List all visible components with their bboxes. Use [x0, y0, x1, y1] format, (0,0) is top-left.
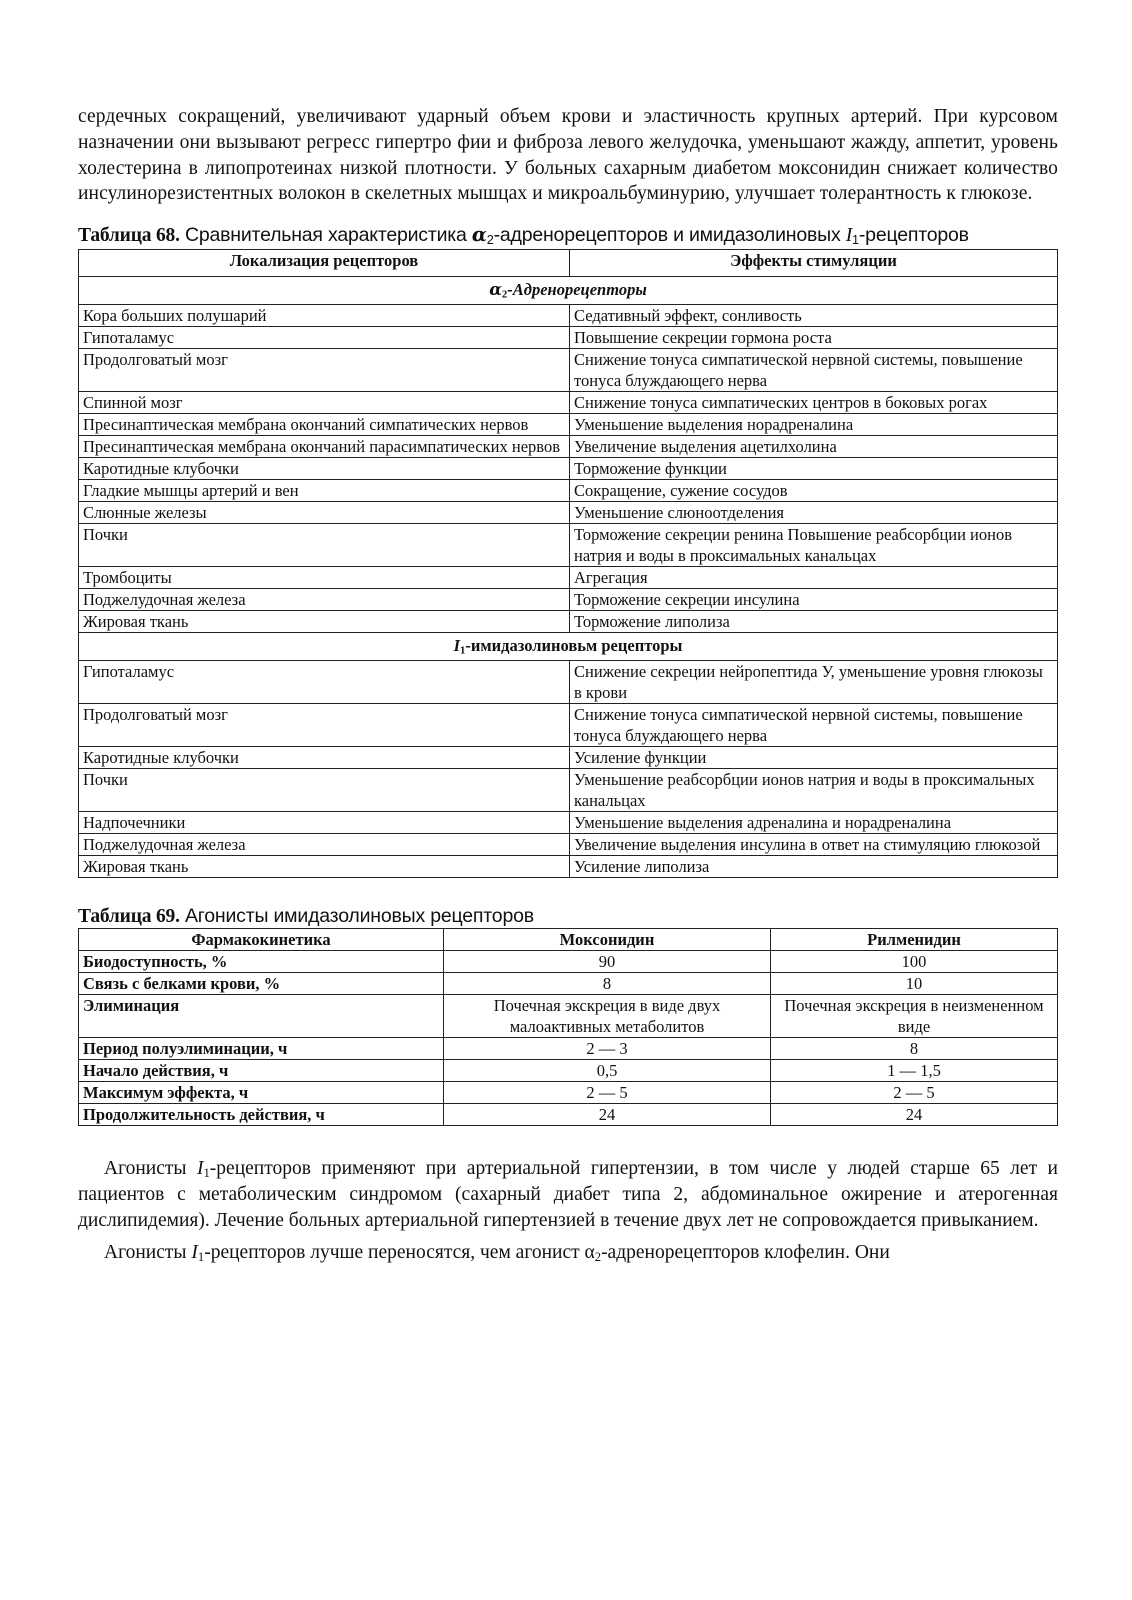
- cell-rilmenidine: 24: [771, 1104, 1058, 1126]
- paragraph-3-post: -адренорецепторов клофелин. Они: [601, 1241, 890, 1263]
- cell-localization: Гипоталамус: [79, 661, 570, 704]
- table69-caption-text: Агонисты имидазолиновых рецепторов: [184, 905, 534, 928]
- paragraph-2-pre: Агонисты: [104, 1158, 197, 1180]
- cell-parameter: Связь с белками крови, %: [79, 973, 444, 995]
- alpha-subscript: 2: [594, 1249, 602, 1264]
- table-row: [79, 327, 1058, 349]
- cell-rilmenidine: 1 — 1,5: [771, 1060, 1058, 1082]
- cell-effect: Сокращение, сужение сосудов: [570, 480, 1058, 502]
- cell-localization: Поджелудочная железа: [79, 834, 570, 856]
- table68-header-effects: Эффекты стимуляции: [570, 250, 1058, 277]
- table-row: [79, 1038, 1058, 1060]
- table-row: [79, 633, 1058, 661]
- table-row: [79, 769, 1058, 812]
- table-row: [79, 349, 1058, 392]
- intro-paragraph: сердечных сокращений, увеличивают ударный объем крови и эластичность крупных артерий. При курсовом назначении они вызывают регресс гипертро фии и фиброза левого желудочка, уменьшают жажду, аппетит, уровень холестерина в липопротеинах низкой плотности. У больных сахарным диабетом моксонидин снижает количество инсулинорезистентных волокон в скелетных мышцах и микроальбуминурию, улучшает толерантность к глюкозе.: [78, 106, 1058, 205]
- cell-parameter: Максимум эффекта, ч: [79, 1082, 444, 1104]
- table-row: [79, 704, 1058, 747]
- cell-rilmenidine: Почечная экскреция в неизмененном виде: [771, 995, 1058, 1038]
- table69-header-rilmenidine: Рилменидин: [771, 929, 1058, 951]
- table68-caption-pre: Сравнительная характеристика: [184, 224, 472, 247]
- paragraph-2: [78, 1156, 1058, 1233]
- table69-caption: [78, 905, 1058, 928]
- cell-parameter: Элиминация: [79, 995, 444, 1038]
- table-row: [79, 1082, 1058, 1104]
- i-subscript: 1: [203, 1166, 210, 1181]
- cell-localization: Каротидные клубочки: [79, 747, 570, 769]
- cell-parameter: Биодоступность, %: [79, 951, 444, 973]
- table-row: [79, 524, 1058, 567]
- cell-effect: Увеличение выделения инсулина в ответ на стимуляцию глюкозой: [570, 834, 1058, 856]
- cell-parameter: Период полуэлиминации, ч: [79, 1038, 444, 1060]
- cell-localization: Жировая ткань: [79, 611, 570, 633]
- table-row: [79, 458, 1058, 480]
- table69-caption-label: Таблица 69.: [78, 906, 180, 928]
- document-page: [78, 104, 1058, 1265]
- alpha-symbol: α: [489, 280, 502, 300]
- cell-effect: Усиление липолиза: [570, 856, 1058, 878]
- cell-moxonidine: 2 — 3: [444, 1038, 771, 1060]
- cell-effect: Торможение липолиза: [570, 611, 1058, 633]
- alpha-symbol: α: [471, 223, 487, 247]
- table68-caption: [78, 224, 1058, 247]
- cell-localization: Слюнные железы: [79, 502, 570, 524]
- paragraph-3: [78, 1240, 1058, 1266]
- table69-header-moxonidine: Моксонидин: [444, 929, 771, 951]
- cell-localization: Продолговатый мозг: [79, 704, 570, 747]
- cell-effect: Торможение функции: [570, 458, 1058, 480]
- cell-effect: Торможение секреции инсулина: [570, 589, 1058, 611]
- cell-effect: Усиление функции: [570, 747, 1058, 769]
- table68-header-localization: Локализация рецепторов: [79, 250, 570, 277]
- table-row: [79, 305, 1058, 327]
- table68-caption-post: -рецепторов: [858, 224, 969, 247]
- cell-effect: Снижение секреции нейропептида У, уменьшение уровня глюкозы в крови: [570, 661, 1058, 704]
- cell-effect: Повышение секреции гормона роста: [570, 327, 1058, 349]
- alpha-subscript: 2: [501, 288, 508, 301]
- cell-localization: Продолговатый мозг: [79, 349, 570, 392]
- table68-caption-label: Таблица 68.: [78, 225, 180, 247]
- table-row: [79, 973, 1058, 995]
- cell-effect: Уменьшение реабсорбции ионов натрия и воды в проксимальных канальцах: [570, 769, 1058, 812]
- cell-localization: Кора больших полушарий: [79, 305, 570, 327]
- i-subscript: 1: [197, 1249, 205, 1264]
- cell-effect: Снижение тонуса симпатической нервной системы, повышение тонуса блуждающего нерва: [570, 349, 1058, 392]
- cell-rilmenidine: 100: [771, 951, 1058, 973]
- cell-localization: Поджелудочная железа: [79, 589, 570, 611]
- cell-localization: Почки: [79, 524, 570, 567]
- table69-header-pk: Фармакокинетика: [79, 929, 444, 951]
- paragraph-2-text: -рецепторов применяют при артериальной гипертензии, в том числе у людей старше 65 лет и пациентов с метаболическим синдромом (сахарный диабет типа 2, абдоминальное ожирение и атерогенная дислипидемия). Лечение больных артериальной гипертензией в течение двух лет не сопровождается привыканием.: [78, 1158, 1058, 1231]
- table-row: [79, 611, 1058, 633]
- cell-effect: Снижение тонуса симпатических центров в боковых рогах: [570, 392, 1058, 414]
- cell-localization: Жировая ткань: [79, 856, 570, 878]
- i-subscript: 1: [852, 233, 859, 248]
- table-row: [79, 392, 1058, 414]
- cell-effect: Седативный эффект, сонливость: [570, 305, 1058, 327]
- table-row: [79, 436, 1058, 458]
- table-row: [79, 567, 1058, 589]
- cell-parameter: Начало действия, ч: [79, 1060, 444, 1082]
- table-row: [79, 502, 1058, 524]
- cell-moxonidine: 0,5: [444, 1060, 771, 1082]
- table-68: [78, 249, 1058, 878]
- i-symbol: I: [196, 1158, 204, 1180]
- cell-localization: Надпочечники: [79, 812, 570, 834]
- table-row: [79, 661, 1058, 704]
- cell-localization: Гипоталамус: [79, 327, 570, 349]
- i-symbol: I: [845, 225, 853, 247]
- cell-effect: Агрегация: [570, 567, 1058, 589]
- table-row: [79, 856, 1058, 878]
- cell-moxonidine: 24: [444, 1104, 771, 1126]
- cell-rilmenidine: 2 — 5: [771, 1082, 1058, 1104]
- cell-localization: Тромбоциты: [79, 567, 570, 589]
- cell-effect: Торможение секреции ренина Повышение реабсорбции ионов натрия и воды в проксимальных канальцах: [570, 524, 1058, 567]
- table-row: [79, 812, 1058, 834]
- table-row: [79, 951, 1058, 973]
- alpha-subscript: 2: [486, 233, 494, 248]
- table-row: [79, 1104, 1058, 1126]
- cell-localization: Гладкие мышцы артерий и вен: [79, 480, 570, 502]
- paragraph-3-mid: -рецепторов лучше переносятся, чем агонист: [204, 1241, 585, 1263]
- cell-localization: Пресинаптическая мембрана окончаний симпатических нервов: [79, 414, 570, 436]
- cell-moxonidine: Почечная экскреция в виде двух малоактивных метаболитов: [444, 995, 771, 1038]
- table-row: [79, 1060, 1058, 1082]
- section-alpha2-title: -Адренорецепторы: [507, 280, 647, 300]
- section-imidazoline: [79, 633, 1058, 661]
- table-row: [79, 834, 1058, 856]
- cell-localization: Почки: [79, 769, 570, 812]
- cell-effect: Снижение тонуса симпатической нервной системы, повышение тонуса блуждающего нерва: [570, 704, 1058, 747]
- table-row: [79, 414, 1058, 436]
- cell-effect: Увеличение выделения ацетилхолина: [570, 436, 1058, 458]
- cell-rilmenidine: 10: [771, 973, 1058, 995]
- cell-localization: Пресинаптическая мембрана окончаний парасимпатических нервов: [79, 436, 570, 458]
- cell-localization: Спинной мозг: [79, 392, 570, 414]
- cell-moxonidine: 8: [444, 973, 771, 995]
- section-alpha2: [79, 277, 1058, 305]
- cell-moxonidine: 2 — 5: [444, 1082, 771, 1104]
- table-row: [79, 995, 1058, 1038]
- section-imidazoline-title: -имидазолиновьм рецепторы: [465, 636, 683, 656]
- cell-localization: Каротидные клубочки: [79, 458, 570, 480]
- table-row: [79, 747, 1058, 769]
- table-row: [79, 480, 1058, 502]
- paragraph-3-pre: Агонисты: [104, 1241, 192, 1263]
- table-row: [79, 589, 1058, 611]
- alpha-symbol: α: [584, 1241, 595, 1263]
- i-symbol: I: [453, 636, 460, 656]
- cell-moxonidine: 90: [444, 951, 771, 973]
- table-69: [78, 928, 1058, 1126]
- i-symbol: I: [191, 1241, 198, 1263]
- cell-rilmenidine: 8: [771, 1038, 1058, 1060]
- cell-effect: Уменьшение выделения адреналина и норадреналина: [570, 812, 1058, 834]
- table68-caption-mid: -адренорецепторов и имидазолиновых: [493, 224, 846, 247]
- cell-effect: Уменьшение слюноотделения: [570, 502, 1058, 524]
- cell-effect: Уменьшение выделения норадреналина: [570, 414, 1058, 436]
- cell-parameter: Продолжительность действия, ч: [79, 1104, 444, 1126]
- i-subscript: 1: [460, 644, 466, 657]
